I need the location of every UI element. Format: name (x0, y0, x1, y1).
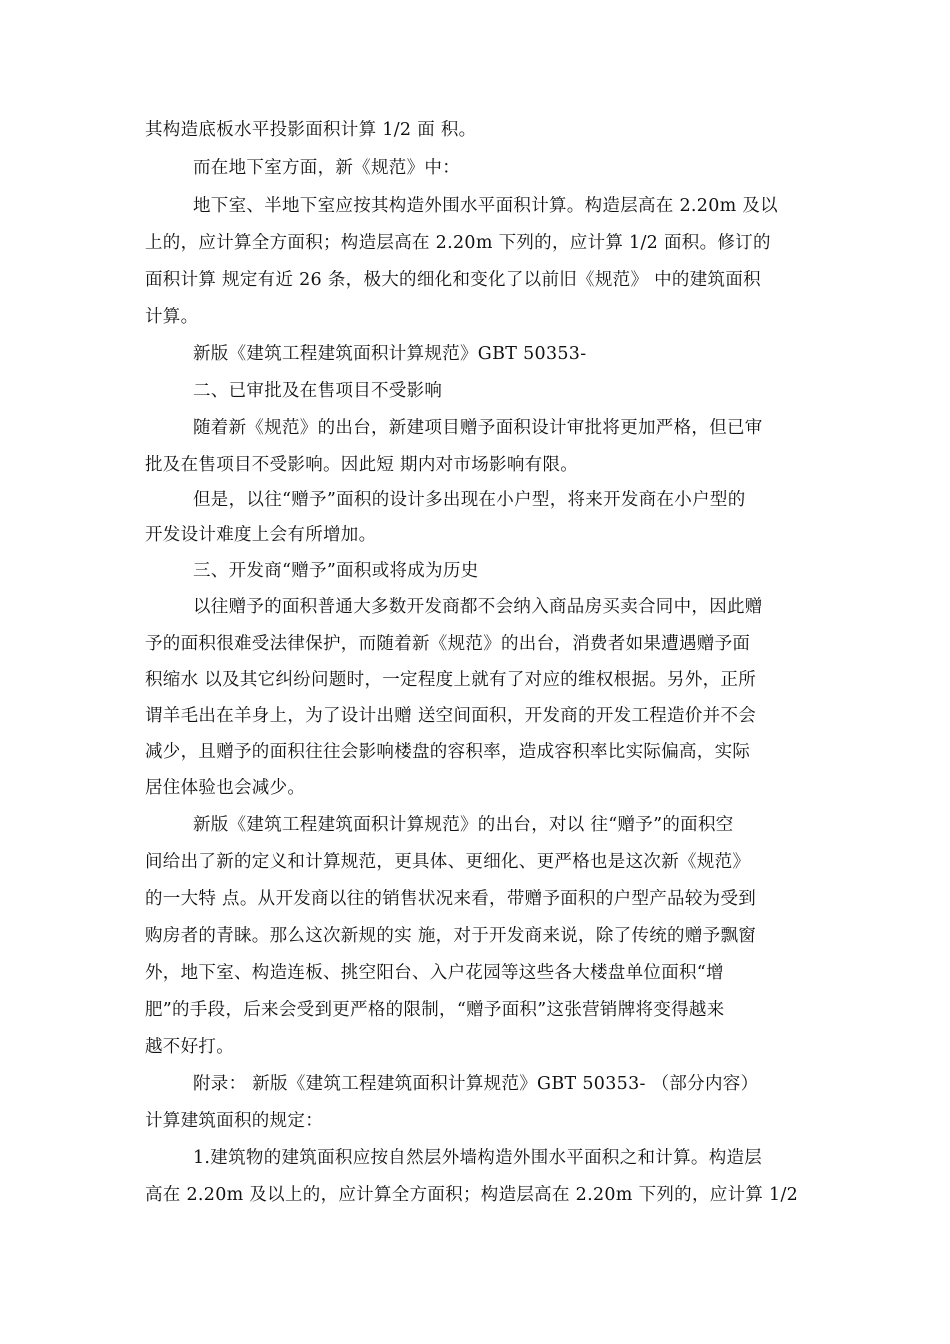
text-line: 新版《建筑工程建筑面积计算规范》GBT 50353- (193, 344, 587, 364)
text-line: 上的，应计算全方面积；构造层高在 2.20m 下列的，应计算 1/2 面积。修订的 (145, 233, 771, 253)
text-line: 但是，以往“赠予”面积的设计多出现在小户型，将来开发商在小户型的 (193, 490, 746, 510)
appendix-heading: 附录： 新版《建筑工程建筑面积计算规范》GBT 50353- （部分内容） (193, 1074, 759, 1094)
text-line: 1.建筑物的建筑面积应按自然层外墙构造外围水平面积之和计算。构造层 (193, 1148, 763, 1168)
text-line: 间给出了新的定义和计算规范，更具体、更细化、更严格也是这次新《规范》 (145, 852, 751, 872)
text-line: 随着新《规范》的出台，新建项目赠予面积设计审批将更加严格，但已审 (193, 418, 763, 438)
section-heading: 三、开发商“赠予”面积或将成为历史 (193, 561, 479, 581)
text-line: 高在 2.20m 及以上的，应计算全方面积；构造层高在 2.20m 下列的，应计算 1/2 (145, 1185, 799, 1205)
text-line: 越不好打。 (145, 1037, 234, 1057)
text-line: 予的面积很难受法律保护，而随着新《规范》的出台，消费者如果遭遇赠予面 (145, 634, 751, 654)
text-line: 计算建筑面积的规定： (145, 1111, 323, 1131)
text-line: 积缩水 以及其它纠纷问题时，一定程度上就有了对应的维权根据。另外，正所 (145, 670, 757, 690)
text-line: 而在地下室方面，新《规范》中： (193, 158, 460, 178)
text-line: 外，地下室、构造连板、挑空阳台、入户花园等这些各大楼盘单位面积“增 (145, 963, 724, 983)
text-line: 批及在售项目不受影响。因此短 期内对市场影响有限。 (145, 455, 579, 475)
text-line: 减少，且赠予的面积往往会影响楼盘的容积率，造成容积率比实际偏高，实际 (145, 742, 751, 762)
text-line: 计算。 (145, 307, 199, 327)
text-line: 肥”的手段，后来会受到更严格的限制，“赠予面积”这张营销牌将变得越来 (145, 1000, 725, 1020)
text-line: 以往赠予的面积普通大多数开发商都不会纳入商品房买卖合同中，因此赠 (193, 597, 763, 617)
text-line: 居住体验也会减少。 (145, 778, 306, 798)
section-heading: 二、已审批及在售项目不受影响 (193, 381, 443, 401)
text-line: 谓羊毛出在羊身上，为了设计出赠 送空间面积，开发商的开发工程造价并不会 (145, 706, 757, 726)
text-line: 的一大特 点。从开发商以往的销售状况来看，带赠予面积的户型产品较为受到 (145, 889, 757, 909)
text-line: 开发设计难度上会有所增加。 (145, 525, 377, 545)
text-line: 面积计算 规定有近 26 条，极大的细化和变化了以前旧《规范》 中的建筑面积 (145, 270, 761, 290)
text-line: 地下室、半地下室应按其构造外围水平面积计算。构造层高在 2.20m 及以 (193, 196, 778, 216)
text-line: 其构造底板水平投影面积计算 1/2 面 积。 (145, 120, 477, 140)
text-line: 购房者的青睐。那么这次新规的实 施，对于开发商来说，除了传统的赠予飘窗 (145, 926, 757, 946)
text-line: 新版《建筑工程建筑面积计算规范》的出台，对以 往“赠予”的面积空 (193, 815, 734, 835)
